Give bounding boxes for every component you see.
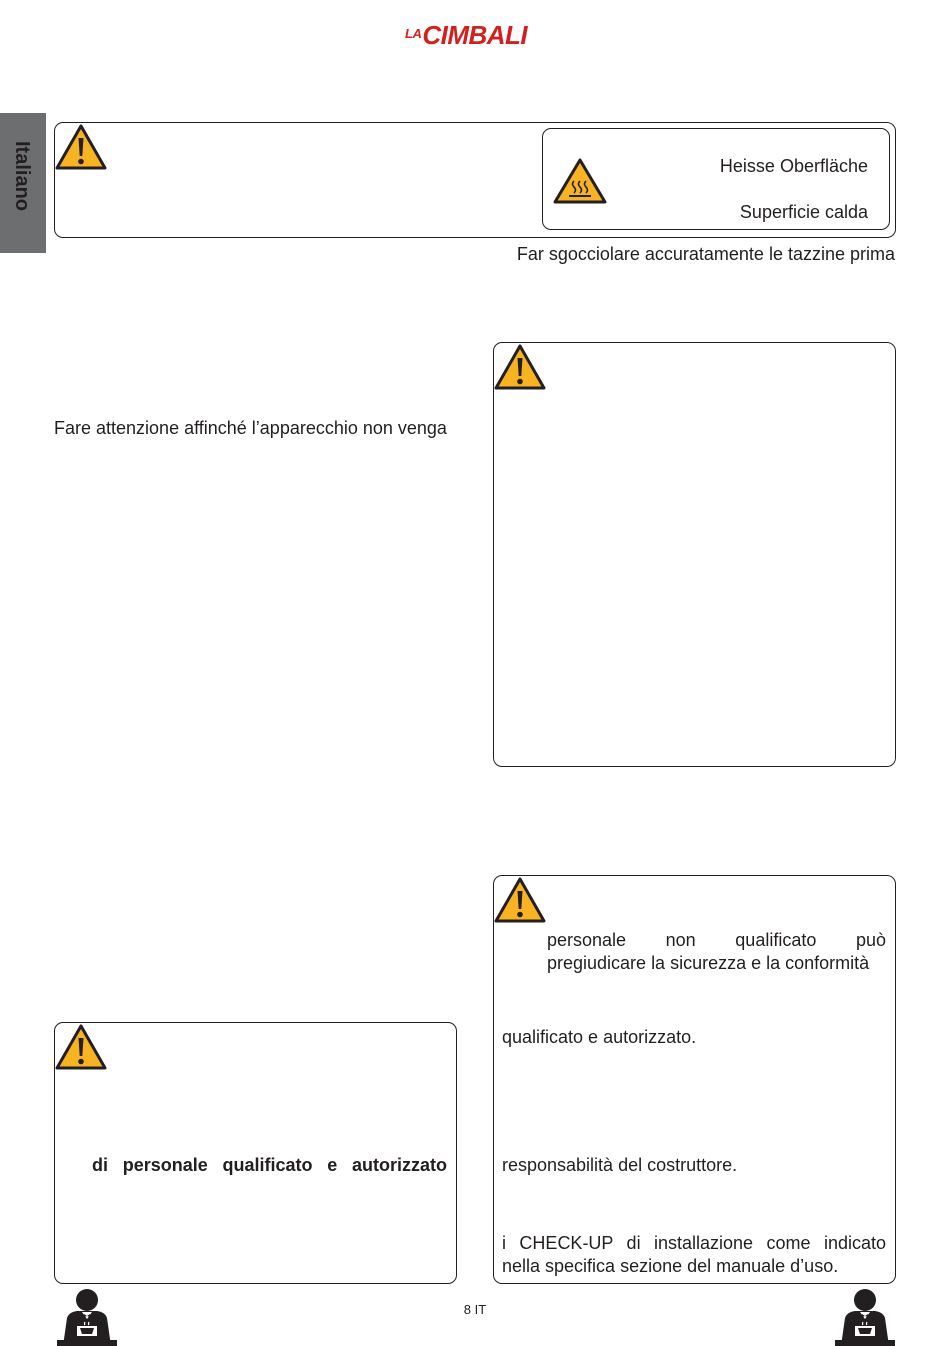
warning-icon: [54, 1023, 108, 1071]
warning-icon: [54, 123, 108, 171]
brand-prefix: LA: [405, 26, 422, 41]
qualified-warning-box: [54, 1022, 457, 1284]
qualified-personnel-text: di personale qualificato e autorizzato: [92, 1155, 447, 1175]
service-text-line: i CHECK-UP di installazione come indicato: [502, 1233, 886, 1253]
device-instruction: Fare attenzione affinché l’apparecchio non venga: [54, 418, 447, 438]
service-text-line: nella specifica sezione del manuale d’uso.: [502, 1256, 839, 1276]
language-tab[interactable]: [0, 113, 46, 253]
service-text-line: qualificato e autorizzato.: [502, 1027, 697, 1047]
middle-warning-box: [493, 342, 896, 767]
page-number: 8 IT: [463, 1302, 487, 1317]
warning-icon: [493, 343, 547, 391]
language-tab-label: Italiano: [11, 141, 33, 212]
hot-surface-german: Heisse Oberfläche: [719, 156, 868, 176]
service-text-line: pregiudicare la sicurezza e la conformità: [547, 953, 870, 973]
service-text-line: responsabilità del costruttore.: [502, 1155, 738, 1175]
brand-name: CIMBALI: [422, 20, 528, 50]
brand-logo: [405, 20, 545, 54]
service-text-line: personale non qualificato può: [547, 930, 886, 950]
barista-figure-icon: [55, 1288, 119, 1346]
barista-figure-icon: [833, 1288, 897, 1346]
hot-surface-italian: Superficie calda: [739, 202, 868, 222]
hot-surface-icon: [552, 157, 608, 205]
cups-instruction: Far sgocciolare accuratamente le tazzine prima: [516, 244, 895, 264]
warning-icon: [493, 876, 547, 924]
